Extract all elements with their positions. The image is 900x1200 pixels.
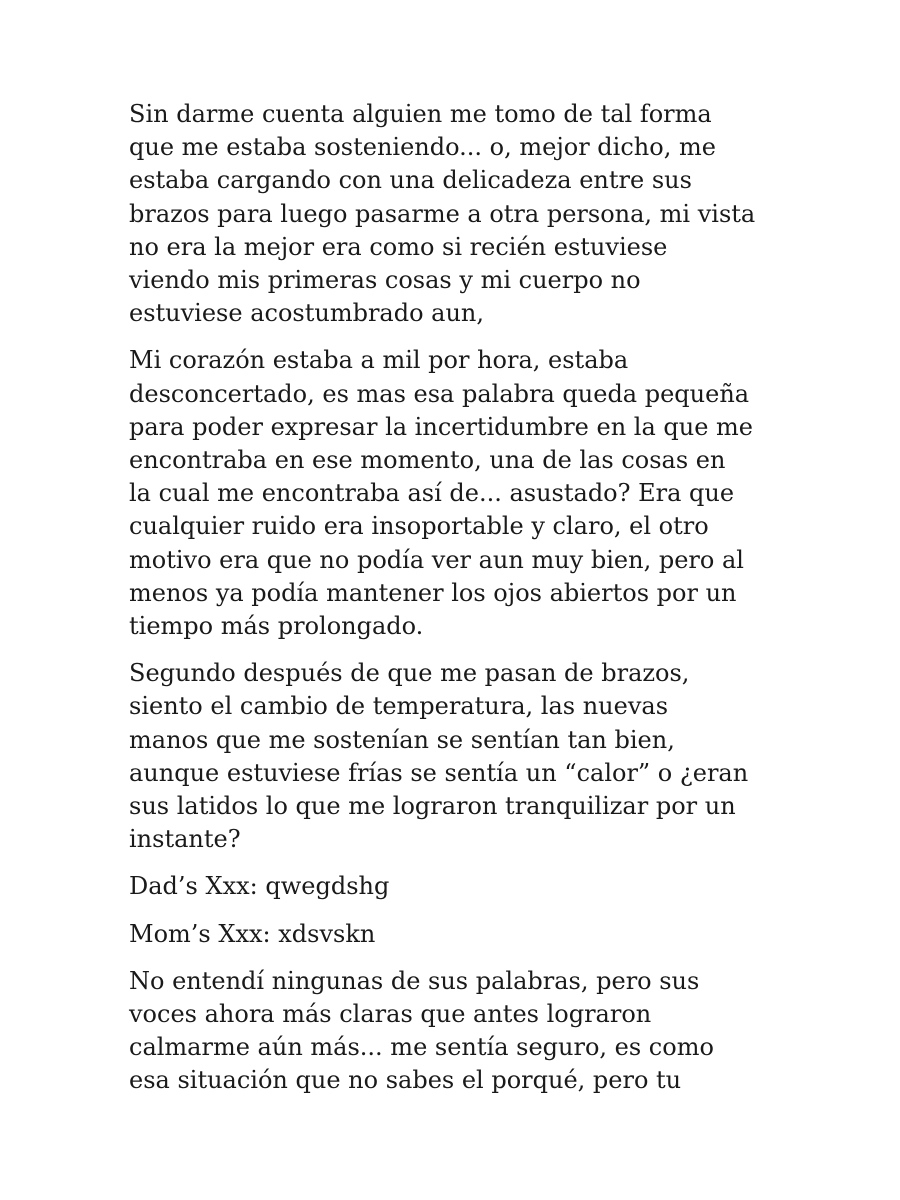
text-line: manos que me sostenían se sentían tan bien, [129, 725, 675, 754]
text-line: aunque estuviese frías se sentía un “calor” o ¿eran [129, 758, 749, 787]
text-line: tiempo más prolongado. [129, 612, 424, 641]
text-line: instante? [129, 825, 241, 854]
text-line: estuviese acostumbrado aun, [129, 299, 485, 328]
text-line: brazos para luego pasarme a otra persona, mi vista [129, 199, 756, 228]
document-body [129, 98, 779, 1112]
text-line: encontraba en ese momento, una de las cosas en [129, 446, 726, 475]
text-line: cualquier ruido era insoportable y claro, el otro [129, 512, 709, 541]
paragraph-6 [129, 965, 779, 1098]
paragraph-mom-line [129, 918, 779, 951]
text-line: esa situación que no sabes el porqué, pero tu [129, 1066, 682, 1095]
text-line: Mom’s Xxx: xdsvskn [129, 919, 376, 948]
text-line: la cual me encontraba así de... asustado? Era que [129, 479, 735, 508]
text-line: motivo era que no podía ver aun muy bien, pero al [129, 545, 744, 574]
text-line: no era la mejor era como si recién estuviese [129, 232, 668, 261]
paragraph-1 [129, 98, 779, 330]
text-line: Sin darme cuenta alguien me tomo de tal forma [129, 100, 712, 128]
paragraph-dad-line [129, 870, 779, 903]
text-line: siento el cambio de temperatura, las nuevas [129, 692, 669, 721]
text-line: voces ahora más claras que antes lograron [129, 1000, 652, 1029]
text-line: Dad’s Xxx: qwegdshg [129, 872, 390, 901]
text-line: Segundo después de que me pasan de brazos, [129, 659, 690, 688]
text-line: para poder expresar la incertidumbre en la que me [129, 412, 754, 441]
paragraph-2 [129, 344, 779, 643]
text-line: sus latidos lo que me lograron tranquilizar por un [129, 792, 736, 821]
text-line: que me estaba sosteniendo... o, mejor dicho, me [129, 133, 716, 162]
text-line: desconcertado, es mas esa palabra queda pequeña [129, 379, 750, 408]
text-line: calmarme aún más... me sentía seguro, es como [129, 1033, 714, 1062]
text-line: menos ya podía mantener los ojos abiertos por un [129, 578, 737, 607]
text-line: estaba cargando con una delicadeza entre sus [129, 166, 692, 195]
paragraph-3 [129, 657, 779, 856]
text-line: Mi corazón estaba a mil por hora, estaba [129, 346, 629, 375]
text-line: viendo mis primeras cosas y mi cuerpo no [129, 266, 641, 295]
text-line: No entendí ningunas de sus palabras, pero sus [129, 966, 700, 995]
